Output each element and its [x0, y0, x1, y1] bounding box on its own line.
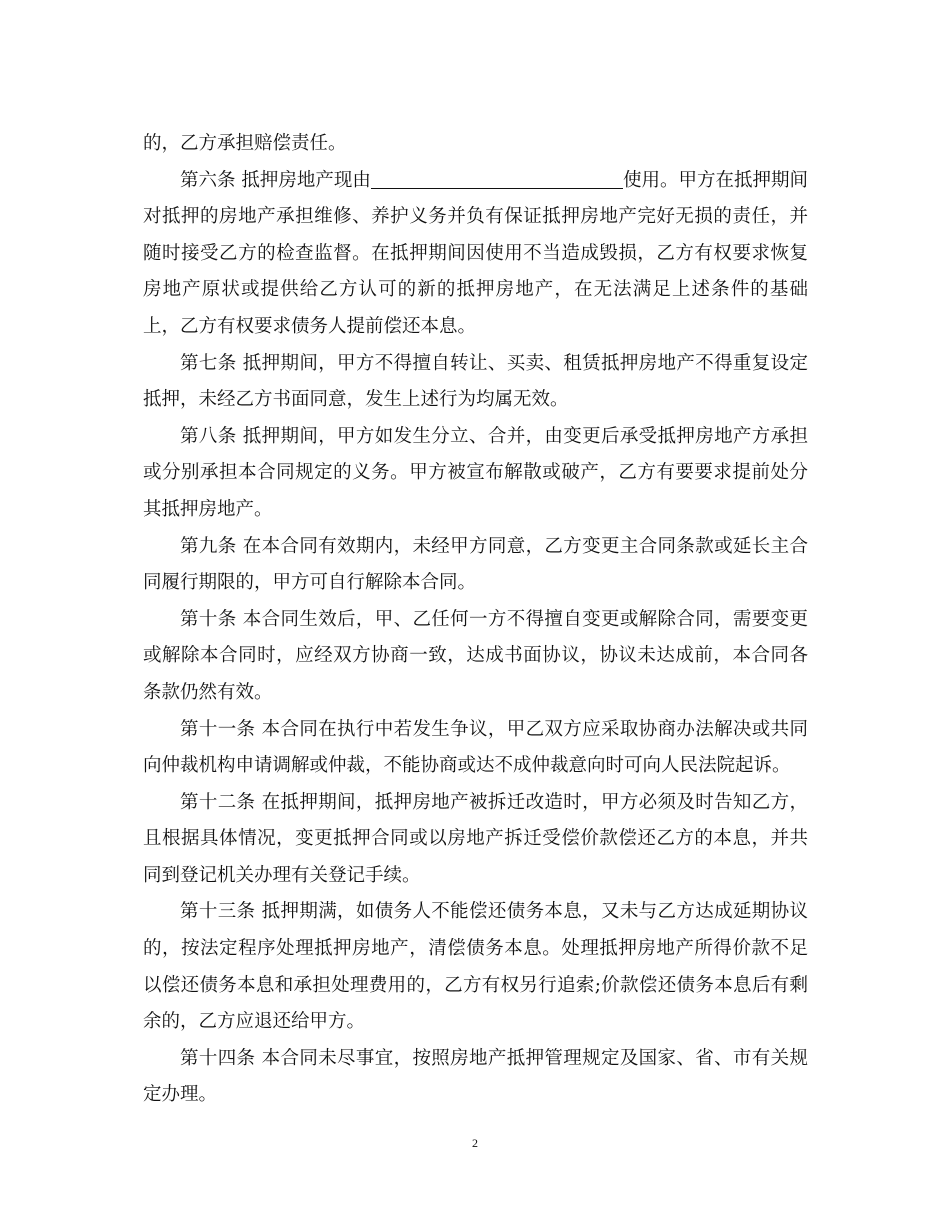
paragraph-article-14: 第十四条 本合同未尽事宜，按照房地产抵押管理规定及国家、省、市有关规定办理。 [143, 1047, 808, 1106]
paragraph-article-7: 第七条 抵押期间，甲方不得擅自转让、买卖、租赁抵押房地产不得重复设定抵押，未经乙方书面同意，发生上述行为均属无效。 [143, 352, 808, 411]
paragraph-article-11: 第十一条 本合同在执行中若发生争议，甲乙双方应采取协商办法解决或共同向仲裁机构申请调解或仲裁，不能协商或达不成仲裁意向时可向人民法院起诉。 [143, 718, 808, 777]
paragraph-continuation: 的，乙方承担赔偿责任。 [143, 133, 347, 154]
article-6-text-before-blank: 第六条 抵押房地产现由 [180, 169, 371, 191]
fill-in-blank-user [371, 168, 623, 189]
paragraph-article-9: 第九条 在本合同有效期内，未经甲方同意，乙方变更主合同条款或延长主合同履行期限的，甲方可自行解除本合同。 [143, 535, 808, 594]
article-6-text-after-blank: 使用。甲方在抵押期间对抵押的房地产承担维修、养护义务并负有保证抵押房地产完好无损的责任，并随时接受乙方的检查监督。在抵押期间因使用不当造成毁损，乙方有权要求恢复房地产原状或提供给乙方认可的新的抵押房地产，在无法满足上述条件的基础上，乙方有权要求债务人提前偿还本息。 [143, 169, 808, 337]
page-number: 2 [472, 1136, 478, 1150]
paragraph-article-12: 第十二条 在抵押期间，抵押房地产被拆迁改造时，甲方必须及时告知乙方，且根据具体情况，变更抵押合同或以房地产拆迁受偿价款偿还乙方的本息，并共同到登记机关办理有关登记手续。 [143, 791, 808, 886]
paragraph-article-13: 第十三条 抵押期满，如债务人不能偿还债务本息，又未与乙方达成延期协议的，按法定程序处理抵押房地产，清偿债务本息。处理抵押房地产所得价款不足以偿还债务本息和承担处理费用的，乙方有权另行追索;价款偿还债务本息后有剩余的，乙方应退还给甲方。 [143, 901, 808, 1033]
paragraph-article-8: 第八条 抵押期间，甲方如发生分立、合并，由变更后承受抵押房地产方承担或分别承担本合同规定的义务。甲方被宣布解散或破产，乙方有要要求提前处分其抵押房地产。 [143, 425, 808, 520]
paragraph-article-10: 第十条 本合同生效后，甲、乙任何一方不得擅自变更或解除合同，需要变更或解除本合同时，应经双方协商一致，达成书面协议，协议未达成前，本合同各条款仍然有效。 [143, 608, 808, 703]
document-body [143, 126, 808, 1114]
paragraph-article-6 [143, 163, 808, 346]
